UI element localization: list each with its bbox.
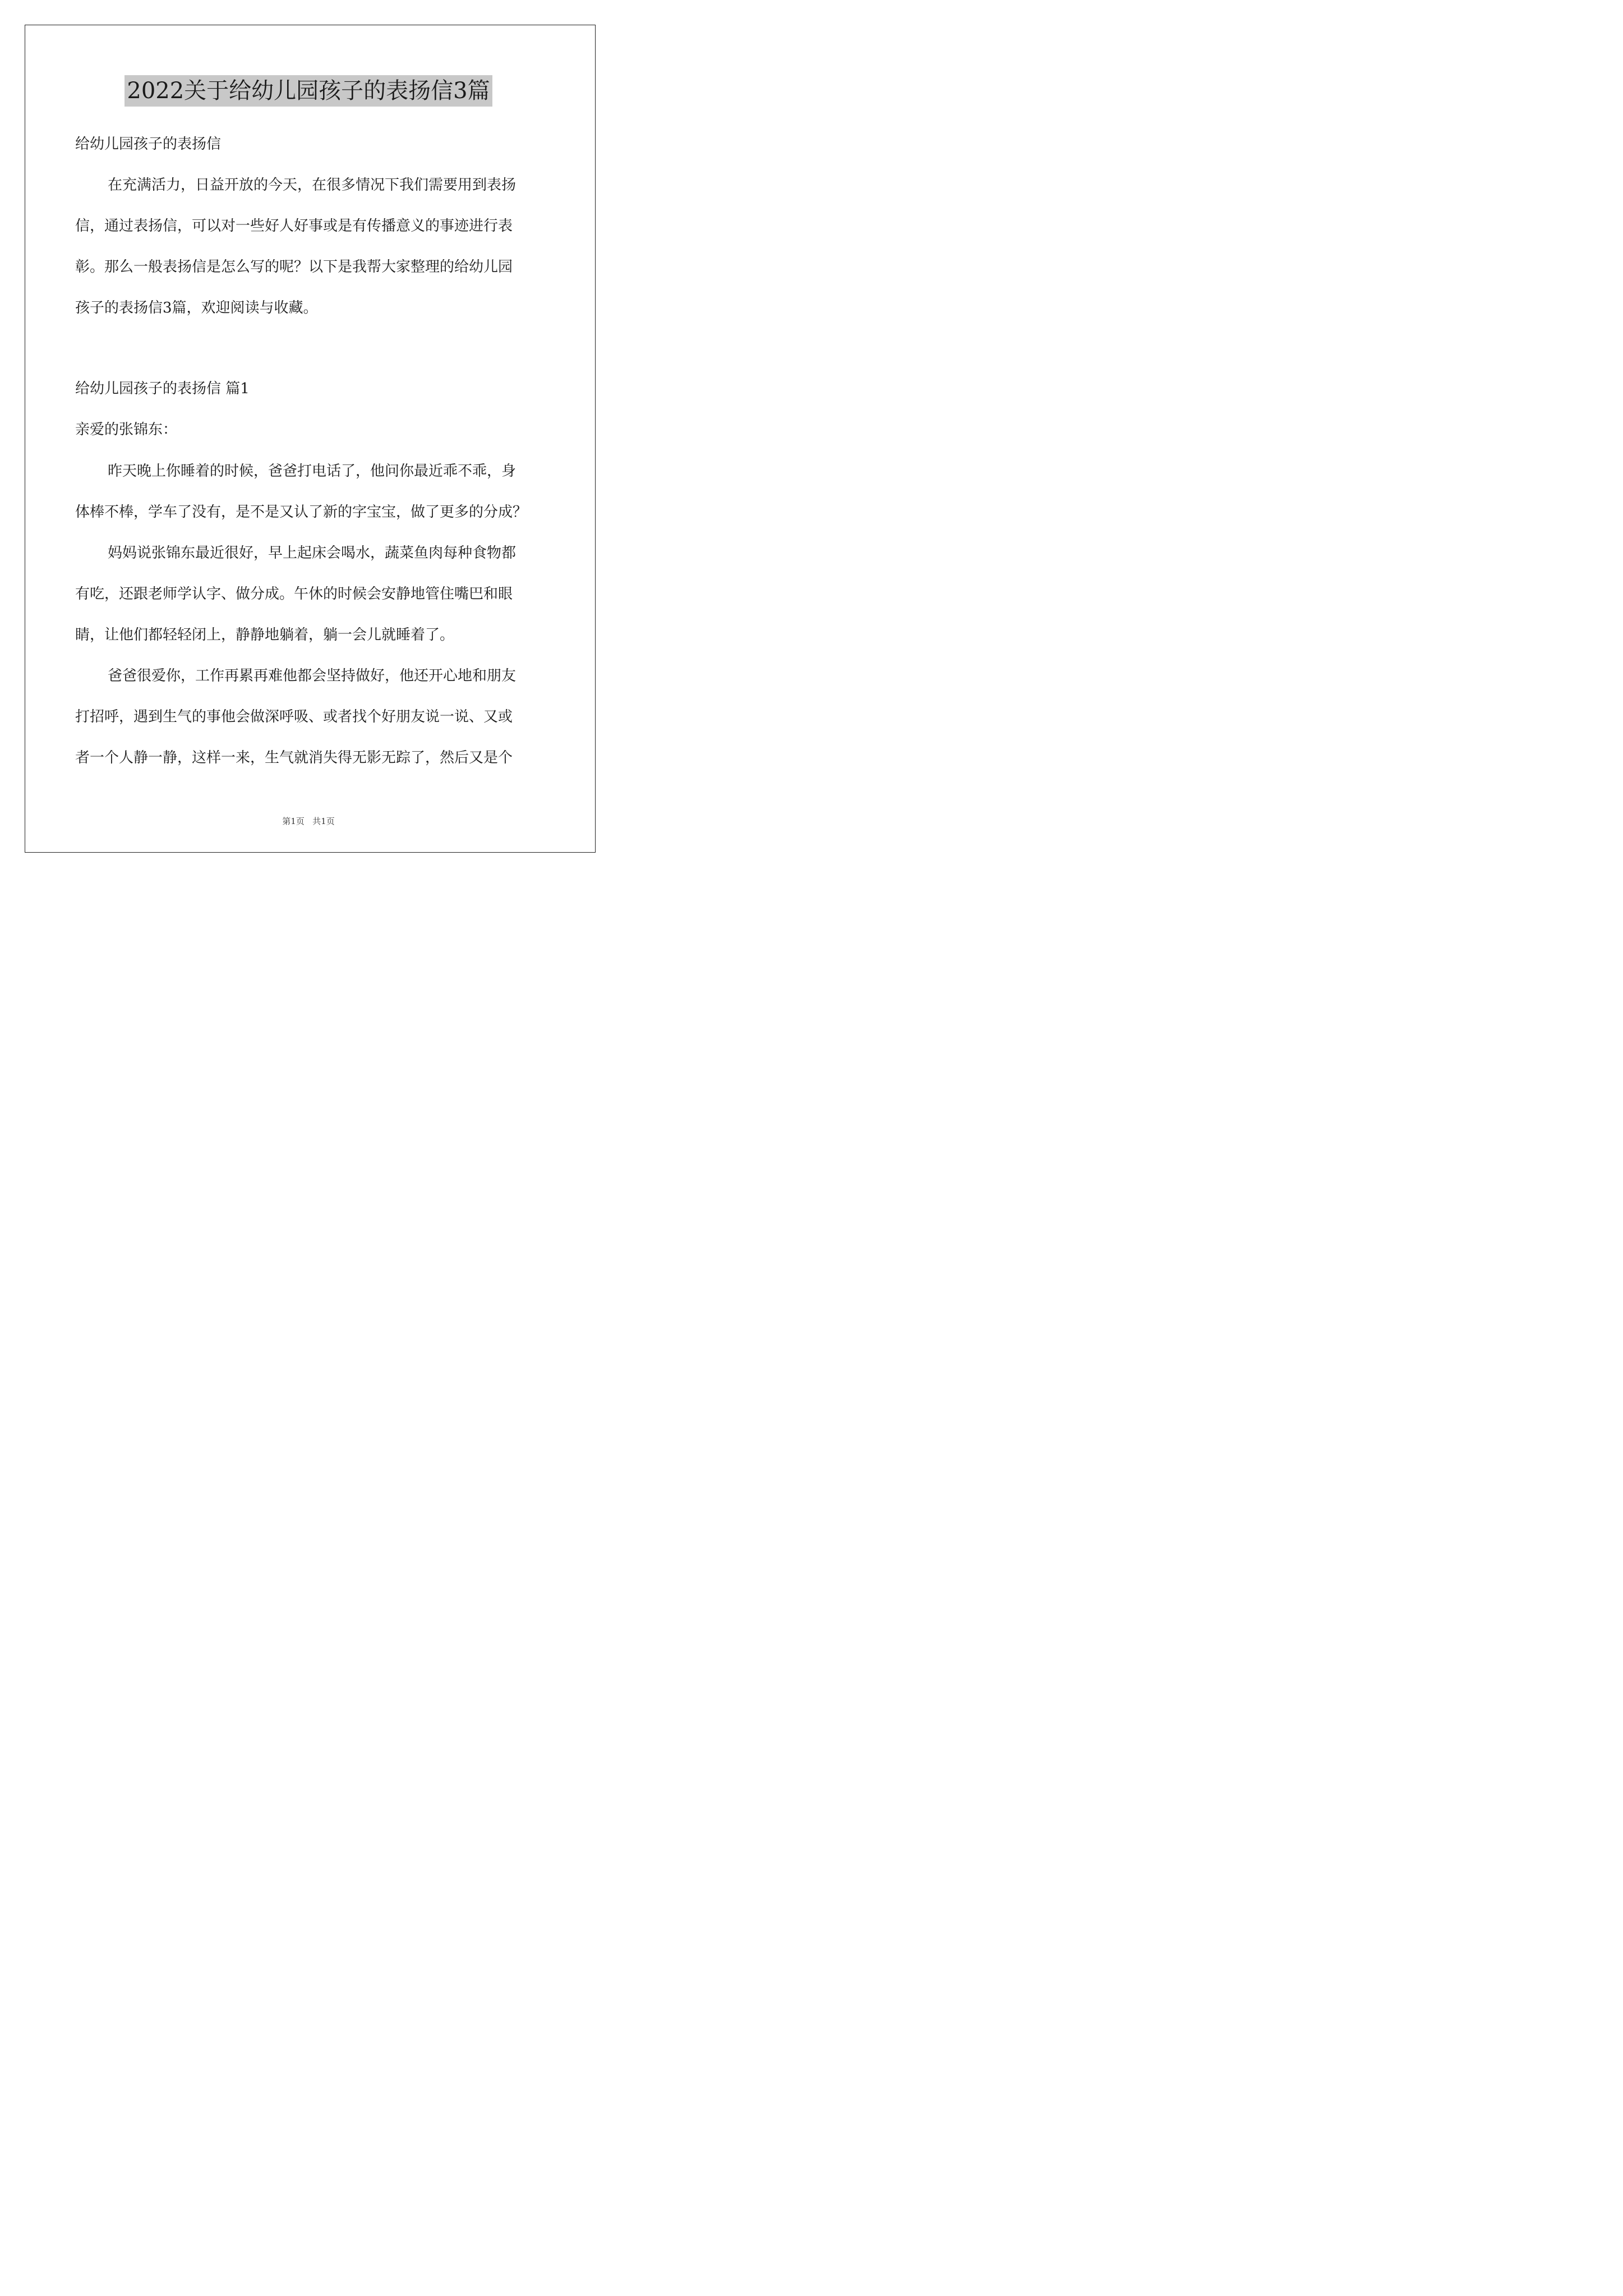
intro-paragraph-line-1: 在充满活力，日益开放的今天，在很多情况下我们需要用到表扬 — [108, 177, 517, 194]
body-paragraph-2-line-3: 睛，让他们都轻轻闭上，静静地躺着，躺一会儿就睡着了。 — [75, 627, 455, 643]
section-heading: 给幼儿园孩子的表扬信 篇1 — [75, 380, 250, 397]
document-title — [0, 75, 617, 107]
document-title-text: 2022关于给幼儿园孩子的表扬信3篇 — [125, 75, 492, 107]
intro-paragraph-line-2: 信，通过表扬信，可以对一些好人好事或是有传播意义的事迹进行表 — [75, 218, 513, 234]
intro-heading: 给幼儿园孩子的表扬信 — [75, 136, 222, 153]
intro-paragraph-line-4: 孩子的表扬信3篇，欢迎阅读与收藏。 — [75, 300, 318, 316]
salutation: 亲爱的张锦东： — [75, 421, 178, 438]
page-footer: 第1页 共1页 — [282, 816, 335, 826]
body-paragraph-3-line-3: 者一个人静一静，这样一来，生气就消失得无影无踪了，然后又是个 — [75, 749, 513, 766]
body-paragraph-3-line-2: 打招呼，遇到生气的事他会做深呼吸、或者找个好朋友说一说、又或 — [75, 708, 513, 725]
body-paragraph-1-line-2: 体棒不棒，学车了没有，是不是又认了新的字宝宝，做了更多的分成？ — [75, 504, 528, 521]
body-paragraph-3-line-1: 爸爸很爱你，工作再累再难他都会坚持做好，他还开心地和朋友 — [108, 668, 517, 684]
body-paragraph-2-line-2: 有吃，还跟老师学认字、做分成。午休的时候会安静地管住嘴巴和眼 — [75, 586, 513, 602]
body-paragraph-1-line-1: 昨天晚上你睡着的时候，爸爸打电话了，他问你最近乖不乖，身 — [108, 463, 517, 480]
intro-paragraph-line-3: 彰。那么一般表扬信是怎么写的呢？以下是我帮大家整理的给幼儿园 — [75, 259, 513, 275]
body-paragraph-2-line-1: 妈妈说张锦东最近很好，早上起床会喝水，蔬菜鱼肉每种食物都 — [108, 545, 517, 562]
